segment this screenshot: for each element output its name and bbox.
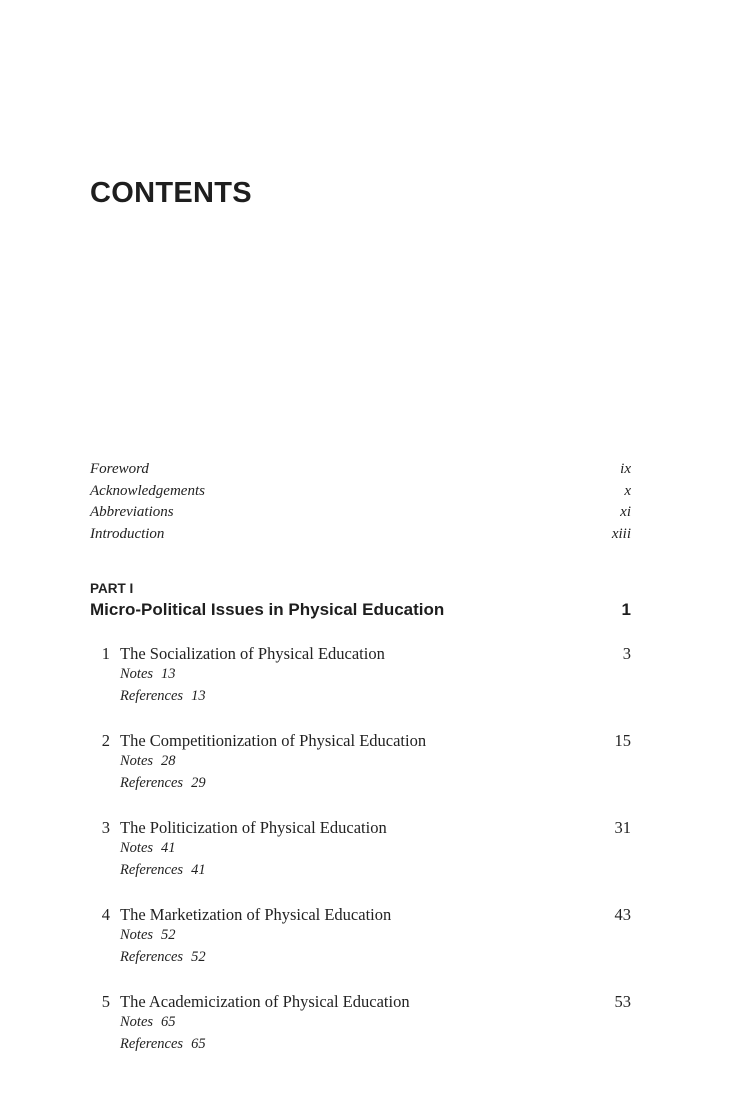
part-heading	[90, 580, 631, 622]
front-matter-page: xiii	[611, 525, 631, 542]
notes-entry	[90, 664, 631, 686]
chapter-page: 15	[614, 731, 631, 750]
chapter-page: 3	[622, 644, 631, 663]
references-page: 29	[191, 774, 206, 791]
references-label: References	[120, 1035, 184, 1052]
notes-page: 52	[161, 927, 176, 943]
references-label: References	[120, 861, 184, 878]
references-label: References	[120, 774, 184, 791]
front-matter-item	[90, 481, 631, 503]
page-title: CONTENTS	[90, 177, 252, 209]
chapter-number: 5	[101, 992, 110, 1011]
notes-label: Notes	[120, 1014, 154, 1030]
chapter-row	[90, 991, 631, 1012]
part-label: PART I	[90, 581, 134, 596]
notes-page: 41	[161, 840, 176, 856]
chapter-row	[90, 904, 631, 925]
notes-page: 28	[161, 753, 176, 769]
front-matter-page: ix	[620, 461, 631, 477]
part-page: 1	[621, 600, 631, 619]
references-page: 52	[191, 948, 206, 965]
chapter-entry	[90, 817, 631, 904]
references-entry	[90, 1034, 631, 1056]
chapter-title: The Academicization of Physical Education	[120, 992, 410, 1011]
chapter-entry	[90, 730, 631, 817]
front-matter-title: Introduction	[90, 525, 165, 542]
chapter-page: 43	[614, 905, 631, 924]
front-matter-page: xi	[620, 504, 631, 520]
references-entry	[90, 947, 631, 969]
chapter-number: 1	[101, 644, 110, 663]
chapter-row	[90, 730, 631, 751]
notes-entry	[90, 838, 631, 860]
references-entry	[90, 860, 631, 882]
chapter-number: 3	[101, 818, 110, 837]
chapter-title: The Politicization of Physical Education	[120, 818, 387, 837]
front-matter-page: x	[624, 482, 631, 499]
front-matter-item	[90, 524, 631, 546]
references-label: References	[120, 948, 184, 965]
notes-label: Notes	[120, 927, 154, 943]
references-page: 41	[191, 861, 206, 878]
chapter-number: 4	[101, 905, 110, 924]
chapter-list	[90, 643, 631, 1078]
notes-label: Notes	[120, 666, 154, 682]
notes-page: 13	[161, 666, 176, 682]
part-title: Micro-Political Issues in Physical Education	[90, 600, 445, 619]
chapter-number: 2	[101, 731, 110, 750]
chapter-title: The Socialization of Physical Education	[120, 644, 385, 663]
notes-entry	[90, 751, 631, 773]
notes-page: 65	[161, 1014, 176, 1030]
front-matter-item	[90, 459, 631, 481]
front-matter-title: Acknowledgements	[90, 482, 205, 499]
chapter-row	[90, 643, 631, 664]
front-matter-list	[90, 459, 631, 545]
references-label: References	[120, 687, 184, 704]
references-entry	[90, 686, 631, 708]
chapter-title: The Marketization of Physical Education	[120, 905, 392, 924]
notes-entry	[90, 1012, 631, 1034]
chapter-entry	[90, 643, 631, 730]
chapter-entry	[90, 904, 631, 991]
front-matter-title: Abbreviations	[90, 504, 174, 520]
front-matter-item	[90, 502, 631, 524]
part-title-row	[90, 598, 631, 622]
chapter-entry	[90, 991, 631, 1078]
references-entry	[90, 773, 631, 795]
references-page: 65	[191, 1035, 206, 1052]
chapter-page: 53	[614, 992, 631, 1011]
chapter-title: The Competitionization of Physical Education	[120, 731, 427, 750]
references-page: 13	[191, 687, 206, 704]
notes-entry	[90, 925, 631, 947]
notes-label: Notes	[120, 840, 154, 856]
notes-label: Notes	[120, 753, 154, 769]
chapter-row	[90, 817, 631, 838]
chapter-page: 31	[614, 818, 631, 837]
front-matter-title: Foreword	[90, 461, 149, 477]
